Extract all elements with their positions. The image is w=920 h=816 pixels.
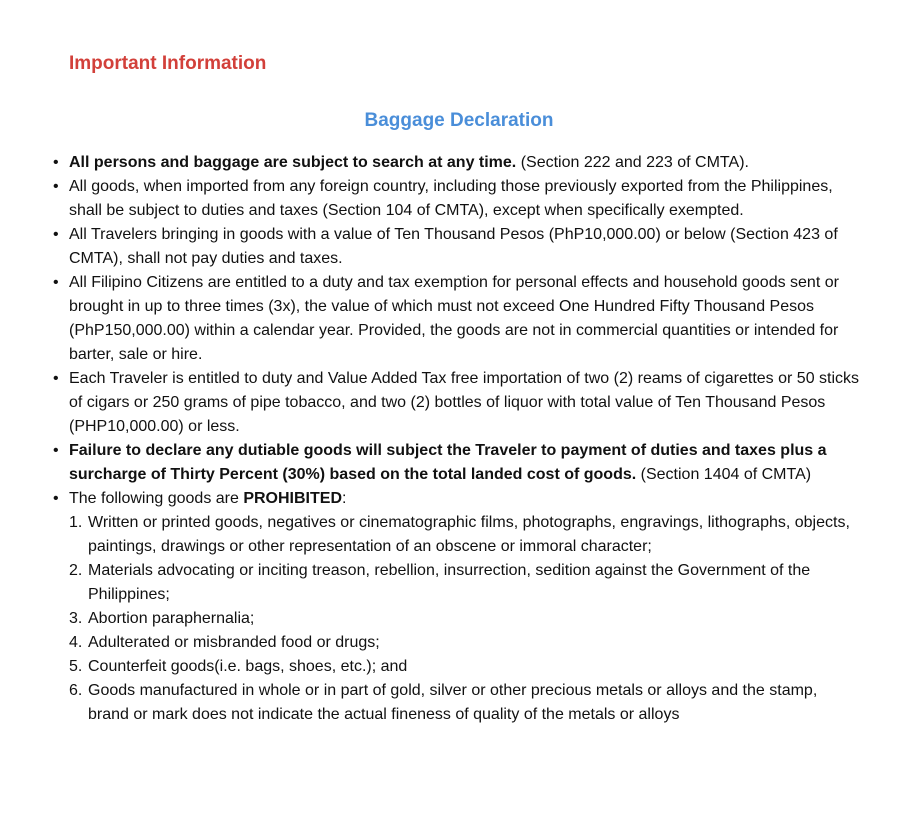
prohibited-item bbox=[69, 631, 860, 655]
item-text: Counterfeit goods(i.e. bags, shoes, etc.); and bbox=[88, 658, 408, 675]
item-text: Goods manufactured in whole or in part of gold, silver or other precious metals or alloys and the stamp, brand or mark does not indicate the actual fineness of quality of the metals or alloys bbox=[88, 682, 818, 723]
item-number: 1. bbox=[69, 514, 83, 531]
item-number: 2. bbox=[69, 562, 83, 579]
item-text: Each Traveler is entitled to duty and Value Added Tax free importation of two (2) reams of cigarettes or 50 sticks of cigars or 250 grams of pipe tobacco, and two (2) bottles of liquor with total value of Ten Thousand Pesos (PHP10,000.00) or less. bbox=[69, 370, 860, 435]
list-item-search bbox=[69, 151, 860, 175]
prohibited-item bbox=[69, 511, 860, 559]
item-number: 5. bbox=[69, 658, 83, 675]
item-text: Materials advocating or inciting treason, rebellion, insurrection, sedition against the Government of the Philippines; bbox=[88, 562, 811, 603]
item-text: All goods, when imported from any foreign country, including those previously exported from the Philippines, shall be subject to duties and taxes (Section 104 of CMTA), except when specifically exempted. bbox=[69, 178, 833, 219]
item-text: All Filipino Citizens are entitled to a duty and tax exemption for personal effects and household goods sent or brought in up to three times (3x), the value of which must not exceed One Hundred Fifty Thousand Pesos (PhP150,000.00) within a calendar year. Provided, the goods are not in commercial quantities or intended for barter, sale or hire. bbox=[69, 274, 839, 363]
list-item-failure-to-declare bbox=[69, 439, 860, 487]
bold-text: PROHIBITED bbox=[243, 490, 342, 507]
prohibited-item bbox=[69, 655, 860, 679]
prohibited-item bbox=[69, 559, 860, 607]
item-text: Adulterated or misbranded food or drugs; bbox=[88, 634, 380, 651]
bold-text: Failure to declare any dutiable goods will subject the Traveler to payment of duties and taxes plus a surcharge of Thirty Percent (30%) based on the total landed cost of goods. bbox=[69, 442, 827, 483]
item-text: : bbox=[342, 490, 347, 507]
section-title: Baggage Declaration bbox=[364, 110, 554, 131]
list-item-prohibited bbox=[69, 487, 860, 727]
bold-text: All persons and baggage are subject to search at any time. bbox=[69, 154, 517, 171]
item-text: (Section 222 and 223 of CMTA). bbox=[516, 154, 749, 171]
item-text: All Travelers bringing in goods with a value of Ten Thousand Pesos (PhP10,000.00) or below (Section 423 of CMTA), shall not pay duties and taxes. bbox=[69, 226, 838, 267]
list-item-tobacco-liquor bbox=[69, 367, 860, 439]
page-heading: Important Information bbox=[69, 53, 267, 74]
prohibited-item bbox=[69, 607, 860, 631]
item-text: (Section 1404 of CMTA) bbox=[636, 466, 812, 483]
prohibited-goods-list bbox=[69, 511, 860, 727]
declaration-list bbox=[69, 151, 860, 727]
item-text: The following goods are bbox=[69, 490, 244, 507]
item-number: 3. bbox=[69, 610, 83, 627]
prohibited-item bbox=[69, 679, 860, 727]
list-item-duties bbox=[69, 175, 860, 223]
item-text: Abortion paraphernalia; bbox=[88, 610, 255, 627]
item-text: Written or printed goods, negatives or cinematographic films, photographs, engravings, lithographs, objects, paintings, drawings or other representation of an obscene or immoral character; bbox=[88, 514, 850, 555]
item-number: 6. bbox=[69, 682, 83, 699]
list-item-exemption bbox=[69, 271, 860, 367]
list-item-threshold bbox=[69, 223, 860, 271]
item-number: 4. bbox=[69, 634, 83, 651]
